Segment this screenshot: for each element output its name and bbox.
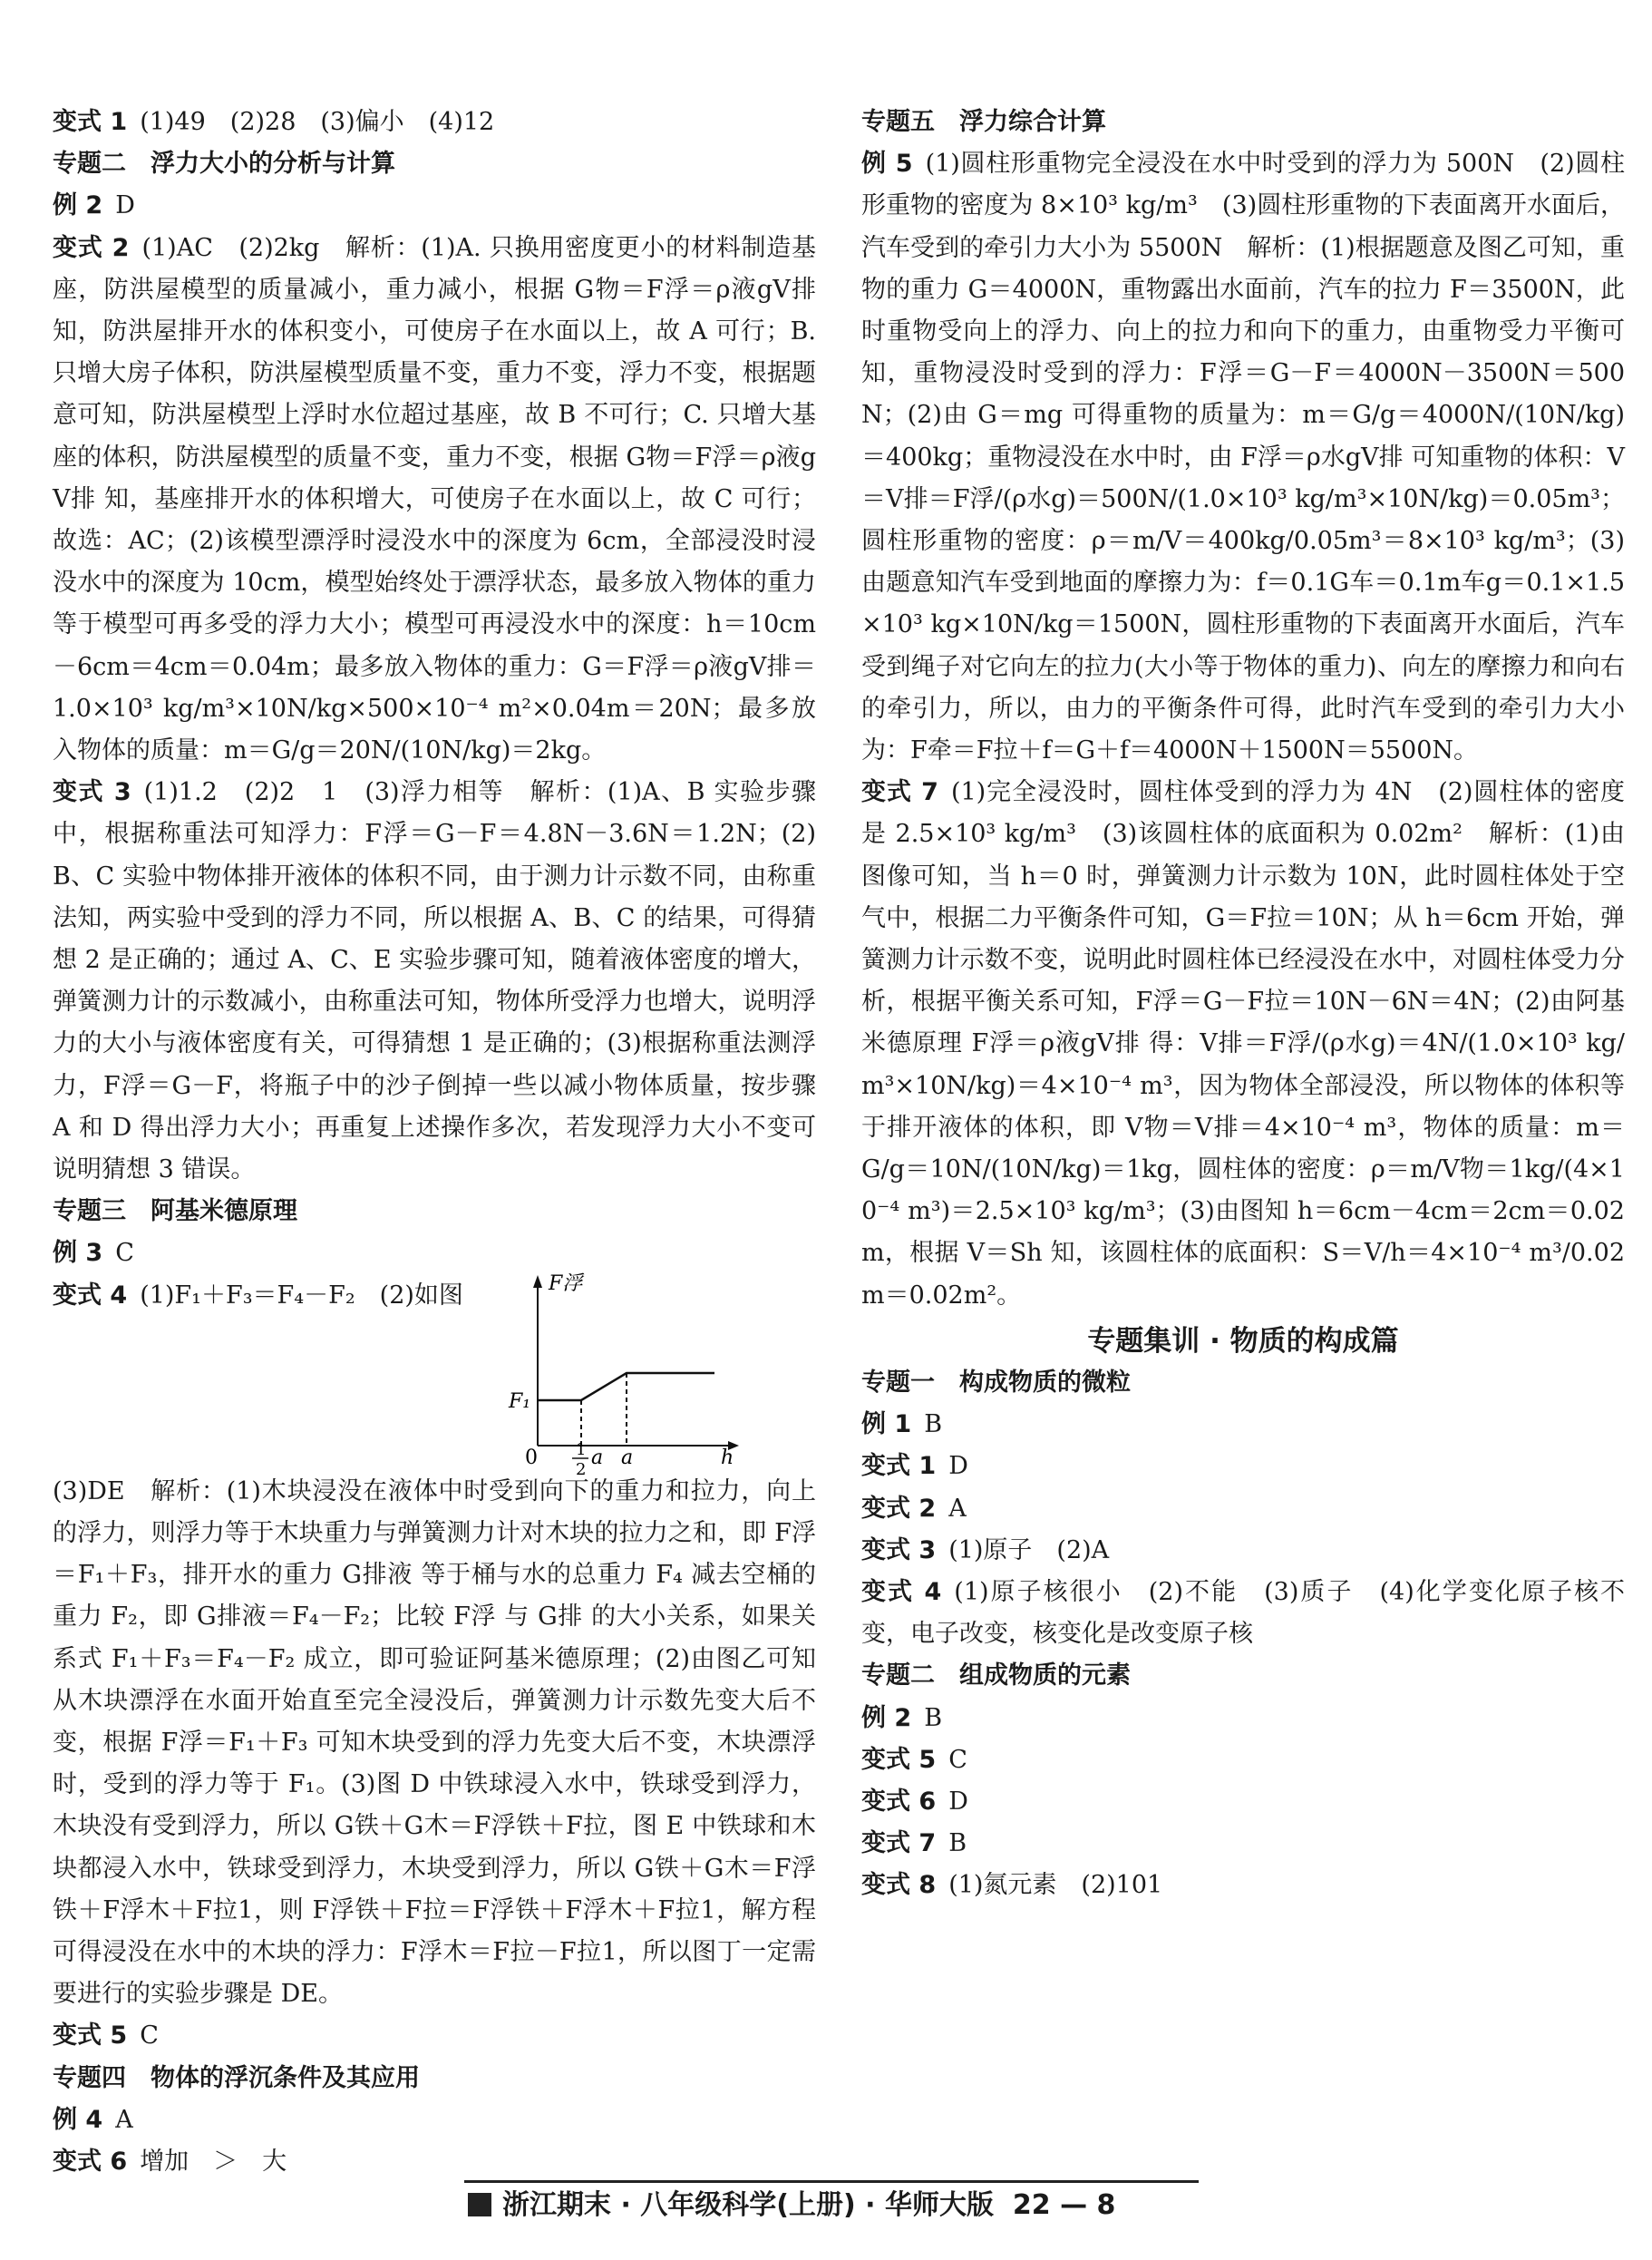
answer-entry <box>53 1471 816 2016</box>
section-heading: 专题四 物体的浮沉条件及其应用 <box>53 2063 420 2092</box>
entry-text: D <box>948 1452 968 1481</box>
entry-text: (1)原子 (2)A <box>948 1535 1110 1564</box>
a-tick-label: a <box>621 1446 634 1469</box>
entry-text: A <box>948 1494 967 1523</box>
answer-entry <box>861 772 1625 1317</box>
answer-entry <box>861 1698 1625 1739</box>
buoyancy-graph <box>501 1266 755 1479</box>
entry-text: 增加 ＞ 大 <box>140 2147 287 2176</box>
entry-text: (1)F₁＋F₃＝F₄－F₂ (2)如图 <box>140 1281 463 1310</box>
collection-title: 专题集训 · 物质的构成篇 <box>1087 1324 1399 1358</box>
entry-text: (1)49 (2)28 (3)偏小 (4)12 <box>140 108 495 136</box>
answer-entry <box>861 1865 1625 1906</box>
bianshi4-row <box>53 1271 816 1479</box>
answer-entry <box>861 1404 1625 1446</box>
entry-text: C <box>948 1745 967 1774</box>
entry-label: 变式 7 <box>861 778 938 807</box>
entry-label: 变式 8 <box>861 1871 937 1900</box>
half-a-denominator: 2 <box>576 1459 587 1479</box>
entry-label: 变式 7 <box>861 1829 937 1858</box>
entry-label: 例 2 <box>53 191 103 220</box>
entry-label: 变式 4 <box>861 1577 942 1606</box>
right-entries-bottom <box>861 1362 1625 1907</box>
y-tick-label: F₁ <box>509 1389 531 1413</box>
answer-entry <box>53 102 816 143</box>
entry-text: (3)DE 解析：(1)木块浸没在液体中时受到向下的重力和拉力，向上的浮力，则浮力等于木块重力与弹簧测力计对木块的拉力之和，即 F浮＝F₁＋F₃，排开水的重力 G排液 等于桶与水的总重力 F₄ 减去空桶的重力 F₂，即 G排液＝F₄－F₂；比较 F浮 与 G排 的大小关系，如果关系式 F₁＋F₃＝F₄－F₂ 成立，即可验证阿基米德原理；(2)由图乙可知从木块漂浮在水面开始直至完全浸没后，弹簧测力计示数先变大后不变，根据 F浮＝F₁＋F₃ 可知木块受到的浮力先变大后不变，木块漂浮时，受到的浮力等于 F₁。(3)图 D 中铁球浸入水中，铁球受到浮力，木块没有受到浮力，所以 G铁＋G木＝F浮铁＋F拉，图 E 中铁球和木块都浸入水中，铁球受到浮力，木块受到浮力，所以 G铁＋G木＝F浮铁＋F浮木＋F拉1，则 F浮铁＋F拉＝F浮铁＋F浮木＋F拉1，解方程可得浸没在水中的木块的浮力：F浮木＝F拉－F拉1，所以图丁一定需要进行的实验步骤是 DE。 <box>53 1476 816 2009</box>
entry-text: B <box>948 1829 967 1858</box>
entry-label: 例 4 <box>53 2105 103 2134</box>
answer-entry <box>53 2015 816 2057</box>
entry-label: 变式 2 <box>861 1494 937 1523</box>
answer-entry <box>861 1781 1625 1823</box>
half-a-var: a <box>591 1446 604 1469</box>
section-heading: 专题三 阿基米德原理 <box>53 1197 297 1226</box>
entry-text: B <box>924 1703 943 1732</box>
left-entries-bottom <box>53 1471 816 2183</box>
entry-label: 变式 1 <box>861 1452 937 1481</box>
y-axis-label: F浮 <box>549 1271 583 1295</box>
answer-entry <box>53 772 816 1191</box>
entry-label: 变式 5 <box>53 2021 128 2051</box>
entry-text: C <box>140 2021 159 2051</box>
entry-text: A <box>115 2105 133 2134</box>
right-column <box>861 102 1625 1907</box>
footer-title: 浙江期末 · 八年级科学(上册) · 华师大版 <box>502 2189 994 2221</box>
answer-entry <box>53 185 816 227</box>
left-column <box>53 102 816 2183</box>
entry-label: 变式 6 <box>53 2147 128 2176</box>
answer-entry <box>861 1572 1625 1655</box>
bianshi4-text <box>53 1275 463 1317</box>
entry-label: 变式 4 <box>53 1281 128 1310</box>
entry-label: 变式 3 <box>53 778 131 807</box>
entry-label: 变式 2 <box>53 233 130 262</box>
brand-logo-icon <box>468 2193 491 2216</box>
entry-text: (1)AC (2)2kg 解析：(1)A. 只换用密度更小的材料制造基座，防洪屋模型的质量减小，重力减小，根据 G物＝F浮＝ρ液gV排 知，防洪屋排开水的体积变小，可使房子在水面以上，故 A 可行；B. 只增大房子体积，防洪屋模型质量不变，重力不变，浮力不变，根据题意可知，防洪屋模型上浮时水位超过基座，故 B 不可行；C. 只增大基座的体积，防洪屋模型的质量不变，重力不变，根据 G物＝F浮＝ρ液gV排 知，基座排开水的体积增大，可使房子在水面以上，故 C 可行；故选：AC；(2)该模型漂浮时浸没水中的深度为 6cm，全部浸没时浸没水中的深度为 10cm，模型始终处于漂浮状态，最多放入物体的重力等于模型可再多受的浮力大小；模型可再浸没水中的深度：h＝10cm－6cm＝4cm＝0.04m；最多放入物体的重力：G＝F浮＝ρ液gV排＝1.0×10³ kg/m³×10N/kg×500×10⁻⁴ m²×0.04m＝20N；最多放入物体的质量：m＝G/g＝20N/(10N/kg)＝2kg。 <box>53 233 816 765</box>
entry-label: 变式 1 <box>53 108 128 136</box>
answer-entry <box>861 1823 1625 1865</box>
answer-entry <box>861 1739 1625 1781</box>
entry-text: D <box>115 191 135 220</box>
section-heading: 专题二 组成物质的元素 <box>861 1661 1131 1690</box>
entry-label: 变式 6 <box>861 1787 937 1816</box>
origin-label: 0 <box>525 1446 538 1469</box>
section-heading: 专题五 浮力综合计算 <box>861 108 1106 136</box>
entry-label: 例 1 <box>861 1410 912 1439</box>
half-a-numerator: 1 <box>576 1439 587 1459</box>
answer-entry <box>53 2141 816 2183</box>
page-footer <box>464 2180 1199 2228</box>
entry-text: (1)完全浸没时，圆柱体受到的浮力为 4N (2)圆柱体的密度是 2.5×10³ kg/m³ (3)该圆柱体的底面积为 0.02m² 解析：(1)由图像可知，当 h＝0 时，弹簧测力计示数为 10N，此时圆柱体处于空气中，根据二力平衡条件可知，G＝F拉＝10N；从 h＝6cm 开始，弹簧测力计示数不变，说明此时圆柱体已经浸没在水中，对圆柱体受力分析，根据平衡关系可知，F浮＝G－F拉＝10N－6N＝4N；(2)由阿基米德原理 F浮＝ρ液gV排 得：V排＝F浮/(ρ水g)＝4N/(1.0×10³ kg/m³×10N/kg)＝4×10⁻⁴ m³，因为物体全部浸没，所以物体的体积等于排开液体的体积，即 V物＝V排＝4×10⁻⁴ m³，物体的质量：m＝G/g＝10N/(10N/kg)＝1kg，圆柱体的密度：ρ＝m/V物＝1kg/(4×10⁻⁴ m³)＝2.5×10³ kg/m³；(3)由图知 h＝6cm－4cm＝2cm＝0.02m，根据 V＝Sh 知，该圆柱体的底面积：S＝V/h＝4×10⁻⁴ m³/0.02m＝0.02m²。 <box>861 778 1625 1310</box>
entry-text: (1)氮元素 (2)101 <box>948 1871 1163 1900</box>
entry-text: (1)1.2 (2)2 1 (3)浮力相等 解析：(1)A、B 实验步骤中，根据称重法可知浮力：F浮＝G－F＝4.8N－3.6N＝1.2N；(2)B、C 实验中物体排开液体的体积不同，由于测力计示数不同，由称重法知，两实验中受到的浮力不同，所以根据 A、B、C 的结果，可得猜想 2 是正确的；通过 A、C、E 实验步骤可知，随着液体密度的增大，弹簧测力计的示数减小，由称重法可知，物体所受浮力也增大，说明浮力的大小与液体密度有关，可得猜想 1 是正确的；(3)根据称重法测浮力，F浮＝G－F，将瓶子中的沙子倒掉一些以减小物体质量，按步骤 A 和 D 得出浮力大小；再重复上述操作多次，若发现浮力大小不变可说明猜想 3 错误。 <box>53 778 816 1184</box>
entry-text: (1)圆柱形重物完全浸没在水中时受到的浮力为 500N (2)圆柱形重物的密度为 8×10³ kg/m³ (3)圆柱形重物的下表面离开水面后，汽车受到的牵引力大小为 5500N 解析：(1)根据题意及图乙可知，重物的重力 G＝4000N，重物露出水面前，汽车的拉力 F＝3500N，此时重物受向上的浮力、向上的拉力和向下的重力，由重物受力平衡可知，重物浸没时受到的浮力：F浮＝G－F＝4000N－3500N＝500N；(2)由 G＝mg 可得重物的质量为：m＝G/g＝4000N/(10N/kg)＝400kg；重物浸没在水中时，由 F浮＝ρ水gV排 可知重物的体积：V＝V排＝F浮/(ρ水g)＝500N/(1.0×10³ kg/m³×10N/kg)＝0.05m³；圆柱形重物的密度：ρ＝m/V＝400kg/0.05m³＝8×10³ kg/m³；(3)由题意知汽车受到地面的摩擦力为：f＝0.1G车＝0.1m车g＝0.1×1.5×10³ kg×10N/kg＝1500N，圆柱形重物的下表面离开水面后，汽车受到绳子对它向左的拉力(大小等于物体的重力)、向左的摩擦力和向右的牵引力，所以，由力的平衡条件可得，此时汽车受到的牵引力大小为：F牵＝F拉＋f＝G＋f＝4000N＋1500N＝5500N。 <box>861 150 1626 765</box>
entry-label: 变式 3 <box>861 1535 937 1564</box>
entry-label: 例 2 <box>861 1703 912 1732</box>
entry-label: 例 3 <box>53 1239 103 1268</box>
section-heading: 专题一 构成物质的微粒 <box>861 1368 1131 1397</box>
answer-entry <box>861 1488 1625 1530</box>
page-number: 22 — 8 <box>1012 2189 1116 2221</box>
right-entries-top <box>861 102 1625 1317</box>
entry-label: 变式 5 <box>861 1745 937 1774</box>
left-entries-top <box>53 102 816 1275</box>
answer-entry <box>861 143 1625 772</box>
entry-text: C <box>115 1239 134 1268</box>
entry-text: B <box>924 1410 943 1439</box>
section-heading: 专题二 浮力大小的分析与计算 <box>53 150 395 179</box>
entry-text: D <box>948 1787 968 1816</box>
answer-entry <box>861 1446 1625 1487</box>
entry-text: (1)原子核很小 (2)不能 (3)质子 (4)化学变化原子核不变，电子改变，核变化是改变原子核 <box>861 1577 1626 1649</box>
entry-label: 例 5 <box>861 150 913 179</box>
answer-entry <box>861 1530 1625 1572</box>
answer-entry <box>53 228 816 773</box>
answer-entry <box>53 2099 816 2141</box>
x-axis-label: h <box>721 1446 734 1469</box>
